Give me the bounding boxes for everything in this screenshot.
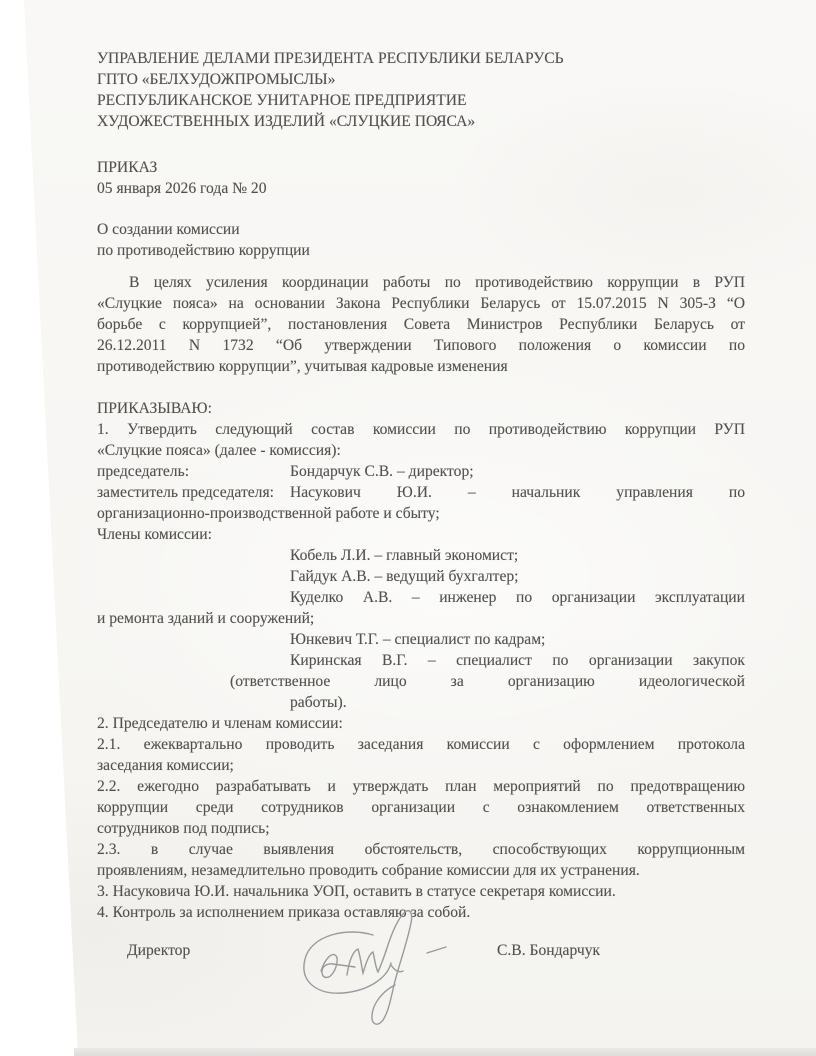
preamble [97, 272, 745, 377]
text-line: РЕСПУБЛИКАНСКОЕ УНИТАРНОЕ ПРЕДПРИЯТИЕ [97, 92, 467, 109]
text-line: Киринская В.Г. – специалист по организации закупок [290, 652, 745, 669]
text-line: «Слуцкие пояса» на основании Закона Республики Беларусь от 15.07.2015 N 305-З “О [97, 295, 745, 312]
resolution-word: ПРИКАЗЫВАЮ: [97, 400, 212, 417]
line-label: заместитель председателя: [97, 484, 274, 501]
text-line: ХУДОЖЕСТВЕННЫХ ИЗДЕЛИЙ «СЛУЦКИЕ ПОЯСА» [97, 113, 476, 130]
text-line: работы). [290, 694, 347, 711]
text-line: Куделко А.В. – инженер по организации эксплуатации [290, 589, 745, 606]
text-line: О создании комиссии [97, 221, 240, 238]
letterhead [97, 48, 745, 132]
text-line: Юнкевич Т.Г. – специалист по кадрам; [290, 631, 546, 648]
text-line: ГПТО «БЕЛХУДОЖПРОМЫСЛЫ» [97, 71, 336, 88]
text-line: коррупции среди сотрудников организации с ознакомлением ответственных [97, 799, 745, 816]
text-line: 1. Утвердить следующий состав комиссии по противодействию коррупции РУП [97, 421, 745, 438]
text-line: 2.1. ежеквартально проводить заседания комиссии с оформлением протокола [97, 736, 745, 753]
line-text: Насукович Ю.И. – начальник управления по [290, 484, 745, 501]
text-line: Гайдук А.В. – ведущий бухгалтер; [290, 568, 519, 585]
text-line: (ответственное лицо за организацию идеологической [230, 673, 745, 690]
text-line: 26.12.2011 N 1732 “Об утверждении Типового положения о комиссии по [97, 337, 745, 354]
line-text: Бондарчук С.В. – директор; [290, 463, 474, 480]
text-line: В целях усиления координации работы по противодействию коррупции в РУП [129, 274, 745, 291]
text-line: 4. Контроль за исполнением приказа оставляю за собой. [97, 904, 471, 921]
text-line [97, 461, 745, 482]
order-date: 05 января 2026 года № 20 [97, 180, 267, 197]
line-label: председатель: [97, 463, 190, 480]
text-line: и ремонта зданий и сооружений; [97, 610, 315, 627]
order-body [97, 419, 745, 923]
order-title: ПРИКАЗ [97, 159, 158, 176]
handwritten-signature [295, 909, 455, 1029]
text-line [97, 482, 745, 503]
text-line: 2. Председателю и членам комиссии: [97, 715, 343, 732]
text-line: борьбе с коррупцией”, постановления Совета Министров Республики Беларусь от [97, 316, 745, 333]
order-title-block [97, 157, 745, 199]
text-line: противодействию коррупции”, учитывая кадровые изменения [97, 358, 508, 375]
text-line: 2.2. ежегодно разрабатывать и утверждать план мероприятий по предотвращению [97, 778, 745, 795]
signer-role: Директор [127, 942, 191, 959]
text-line: заседания комиссии; [97, 757, 234, 774]
text-line: проявлениям, незамедлительно проводить собрание комиссии для их устранения. [97, 862, 640, 879]
scan-left-edge [0, 0, 80, 1056]
signature-row [97, 937, 745, 1055]
text-line: Кобель Л.И. – главный экономист; [290, 547, 519, 564]
signer-name: С.В. Бондарчук [497, 942, 601, 959]
text-line: УПРАВЛЕНИЕ ДЕЛАМИ ПРЕЗИДЕНТА РЕСПУБЛИКИ БЕЛАРУСЬ [97, 50, 564, 67]
text-line: Члены комиссии: [97, 526, 212, 543]
text-line: по противодействию коррупции [97, 242, 310, 259]
text-line: сотрудников под подпись; [97, 820, 270, 837]
text-line: 2.3. в случае выявления обстоятельств, способствующих коррупционным [97, 841, 745, 858]
text-line: 3. Насуковича Ю.И. начальника УОП, оставить в статусе секретаря комиссии. [97, 883, 616, 900]
text-line: организационно-производственной работе и сбыту; [97, 505, 440, 522]
text-line: «Слуцкие пояса» (далее - комиссия): [97, 442, 341, 459]
document-subject [97, 219, 745, 261]
